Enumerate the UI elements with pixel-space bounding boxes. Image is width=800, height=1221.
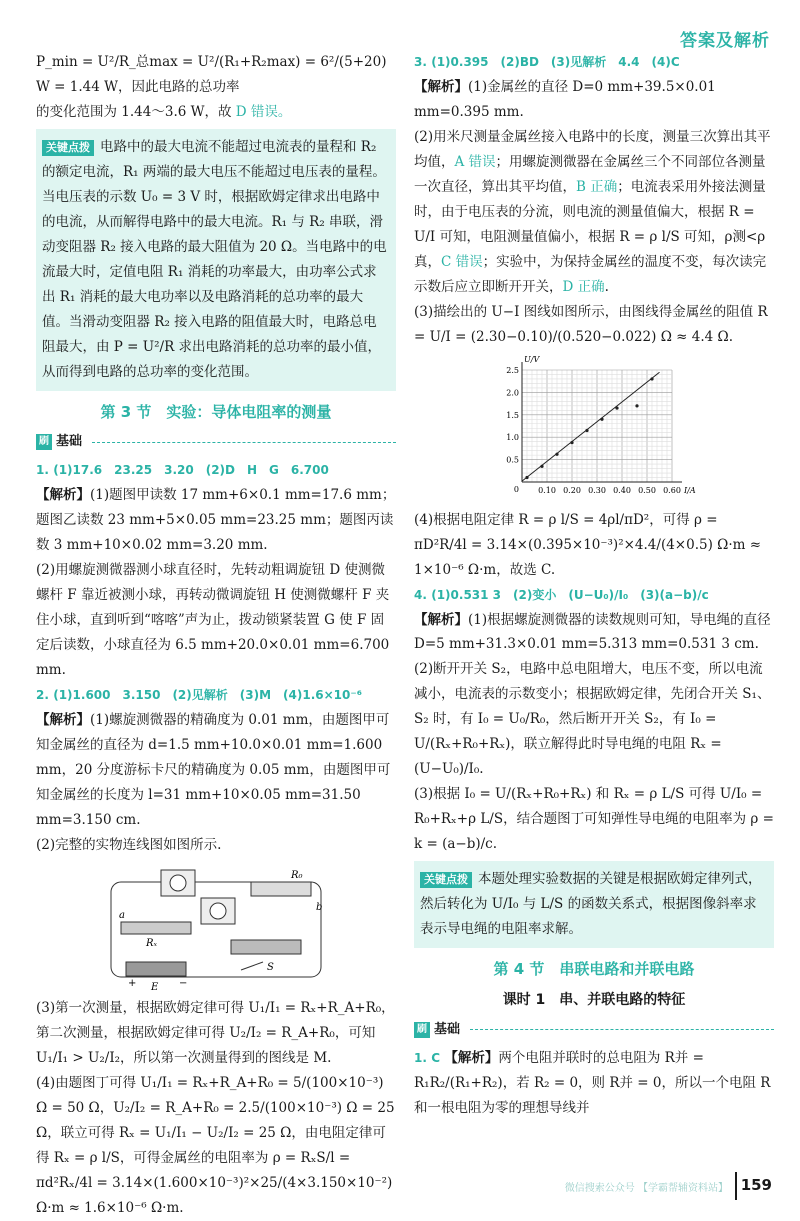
x-tick-label: 0.60 [663,485,681,495]
book-icon: 刷 [36,434,52,450]
q4-explanation-b: (2)断开开关 S₂，电路中总电阻增大，电压不变，所以电流减小，电流表的示数变小；根据欧姆定律，先闭合开关 S₁、S₂ 时，有 I₀ = U₀/R₀，然后断开开关 S₂，有 I₀ = U/(Rₓ+R₀+Rₓ)，联立解得此时导电绳的电阻 Rₓ = (U−U₀)/I₀. [414,661,771,778]
page-number: 159 [735,1172,772,1200]
x-tick-label: 0.10 [538,485,556,495]
origin-label: 0 [513,484,519,494]
x-tick-label: 0.50 [638,485,656,495]
y-tick-label: 0.5 [506,455,519,465]
q4-explanation-a: 【解析】(1)根据螺旋测微器的读数规则可知，导电绳的直径 D=5 mm+31.3×0.01 mm=5.313 mm=0.531 3 cm. [414,611,771,653]
slide-rheostat [231,940,301,954]
switch [241,962,263,970]
key-point-text-2: 本题处理实验数据的关键是根据欧姆定律列式，然后转化为 U/I₀ 与 L/S 的函数关系式，根据图像斜率求表示导电绳的电阻率求解。 [420,871,762,938]
y-tick-label: 2.0 [506,388,519,398]
book-icon: 刷 [414,1022,430,1038]
q2-answer: 2. (1)1.600 3.150 (2)见解析 (3)M (4)1.6×10⁻⁶ [36,688,362,703]
lesson-title: 课时 1 串、并联电路的特征 [502,991,686,1008]
key-point-box [36,129,396,391]
key-point-box-2 [414,861,774,948]
q2-explanation-d: (4)由题图丁可得 U₁/I₁ = Rₓ+R_A+R₀ = 5/(100×10⁻³) Ω = 50 Ω，U₂/I₂ = R_A+R₀ = 2.5/(100×10⁻³) Ω = 25 Ω，联立可得 Rₓ = U₁/I₁ − U₂/I₂ = 25 Ω，由电阻定律可得 Rₓ = ρ l/S，可得金属丝的电阻率为 ρ = RₓS/l = πd²Rₓ/4l = 3.14×(1.600×10⁻³)²×25/(4×3.150×10⁻²) Ω·m ≈ 1.6×10⁻⁶ Ω·m. [36,1074,395,1216]
q1-explanation-b: (2)用螺旋测微器测小球直径时，先转动粗调旋钮 D 使测微螺杆 F 靠近被测小球，再转动微调旋钮 H 使测微螺杆 F 夹住小球，直到听到“喀喀”声为止，拨动锁紧装置 G 使 F 固定后读数，小球直径为 6.5 mm+20.0×0.01 mm=6.700 mm. [36,562,390,679]
x-axis-label: I/A [684,485,696,495]
q3-explanation-c: (3)描绘出的 U−I 图线如图所示，由图线得金属丝的阻值 R = U/I = (2.30−0.10)/(0.520−0.022) Ω ≈ 4.4 Ω. [414,303,768,345]
q2-explanation-c: (3)第一次测量，根据欧姆定律可得 U₁/I₁ = Rₓ+R_A+R₀，第二次测量，根据欧姆定律可得 U₂/I₂ = R_A+R₀，可知 U₁/I₁ > U₂/I₂，所以第一次测量得到的图线是 M. [36,999,395,1066]
ammeter-dial [210,903,226,919]
q3-answer: 3. (1)0.395 (2)BD (3)见解析 4.4 (4)C [414,55,680,69]
fit-line [522,372,660,481]
y-tick-label: 2.5 [506,365,519,375]
a-label: a [119,909,125,921]
q2-explanation-b: (2)完整的实物连线图如图所示. [36,836,222,853]
q1-answer: 1. (1)17.6 23.25 3.20 (2)D H G 6.700 [36,463,329,478]
resistor-rx [121,922,191,934]
left-column [36,50,396,1221]
plus-label: + [128,977,137,989]
q4-explanation-c: (3)根据 I₀ = U/(Rₓ+R₀+Rₓ) 和 Rₓ = ρ L/S 可得 U/I₀ = R₀+Rₓ+ρ L/S，结合题图丁可知弹性导电绳的电阻率为 ρ = k = (a−b)/c. [414,786,774,853]
q3-explanation-b: (2)用米尺测量金属丝接入电路中的长度，测量三次算出其平均值，A 错误；用螺旋测微器在金属丝三个不同部位各测量一次直径，算出其平均值，B 正确；电流表采用外接法测量时，由于电压表的分流，则电流的测量值偏大，根据 R = U/I 可知，电阻测量值偏小，根据 R = ρ l/S 可知，ρ测<ρ真，C 错误；实验中，为保持金属丝的温度不变，每次读完示数后应立即断开开关，D 正确. [414,128,771,295]
voltmeter-1-dial [170,875,186,891]
y-axis-label: U/V [524,354,540,364]
key-point-text: 电路中的最大电流不能超过电流表的量程和 R₂ 的额定电流，R₁ 两端的最大电压不能超过电压表的量程。当电压表的示数 U₀ = 3 V 时，根据欧姆定律求出电路中的电流，从而解得电路中的最大电流。R₁ 与 R₂ 串联，滑动变阻器 R₂ 接入电路的最大阻值为 20 Ω。当电路中的电流最大时，定值电阻 R₁ 消耗的功率最大，由功率公式求出 R₁ 消耗的最大电功率以及电路消耗的总功率的最大值。当滑动变阻器 R₂ 接入电路的阻值最大时，电路总电阻最大，由 P = U²/R 求出电路消耗的总功率的最小值，从而得到电路的总功率的变化范围。 [42,138,387,380]
minus-label: − [179,977,188,989]
battery [126,962,186,976]
rx-label: Rₓ [146,937,158,949]
x-tick-label: 0.30 [588,485,606,495]
data-point [600,417,603,420]
data-point [525,476,528,479]
b-label: b [316,901,323,913]
section-title-4: 第 4 节 串联电路和并联电路 [493,960,695,979]
data-point [555,452,558,455]
y-tick-label: 1.0 [506,432,519,442]
q3-explanation-a: 【解析】(1)金属丝的直径 D=0 mm+39.5×0.01 mm=0.395 mm. [414,78,716,120]
power-range-line: 的变化范围为 1.44～3.6 W，故 D 错误。 [36,103,292,120]
right-column [414,50,774,1121]
x-tick-label: 0.40 [613,485,631,495]
basic-heading-2: 刷 基础 [414,1018,774,1042]
key-point-label: 关键点拨 [42,140,94,156]
q1-explanation-a: 【解析】(1)题图甲读数 17 mm+6×0.1 mm=17.6 mm；题图乙读数 23 mm+5×0.05 mm=23.25 mm；题图丙读数 3 mm+10×0.02 mm=3.20 mm. [36,487,396,554]
section-title-3: 第 3 节 实验：导体电阻率的测量 [100,402,332,421]
s-label: S [267,961,274,973]
y-tick-label: 1.5 [506,410,519,420]
data-point [635,404,638,407]
circuit-diagram [91,862,341,992]
q4-answer: 4. (1)0.531 3 (2)变小 (U−U₀)/I₀ (3)(a−b)/c [414,587,709,602]
key-point-label-2: 关键点拨 [420,872,472,888]
header-title: 答案及解析 [680,31,770,51]
r1-answer: 1. C 【解析】两个电阻并联时的总电阻为 R并 = R₁R₂/(R₁+R₂)，若 R₂ = 0，则 R并 = 0，所以一个电阻 R 和一根电阻为零的理想导线并 [414,1049,771,1116]
q2-explanation-a: 【解析】(1)螺旋测微器的精确度为 0.01 mm，由题图甲可知金属丝的直径为 d=1.5 mm+10.0×0.01 mm=1.600 mm，20 分度游标卡尺的精确度为 0.05 mm，由题图甲可知金属丝的长度为 l=31 mm+10×0.05 mm=31.50 mm=3.150 cm. [36,712,391,828]
data-point [585,429,588,432]
data-point [615,406,618,409]
e-label: E [151,981,159,993]
basic-heading: 刷 基础 [36,430,396,454]
watermark: 微信搜索公众号 【学霸帮辅资料站】 [564,1182,728,1194]
data-point [540,464,543,467]
data-point [570,441,573,444]
x-tick-label: 0.20 [563,485,581,495]
q3-explanation-d: (4)根据电阻定律 R = ρ l/S = 4ρl/πD²，可得 ρ = πD²R/4l = 3.14×(0.395×10⁻³)²×4.4/(4×0.5) Ω·m ≈ 1×10⁻⁶ Ω·m，故选 C. [414,511,762,578]
rheostat-r0 [251,882,311,896]
power-min-formula: P_min = U²/R_总max = U²/(R₁+R₂max) = 6²/(5+20) W = 1.44 W，因此电路的总功率 [36,54,387,95]
ui-graph [494,354,694,504]
data-point [650,377,653,380]
r0-label: R₀ [291,869,303,881]
